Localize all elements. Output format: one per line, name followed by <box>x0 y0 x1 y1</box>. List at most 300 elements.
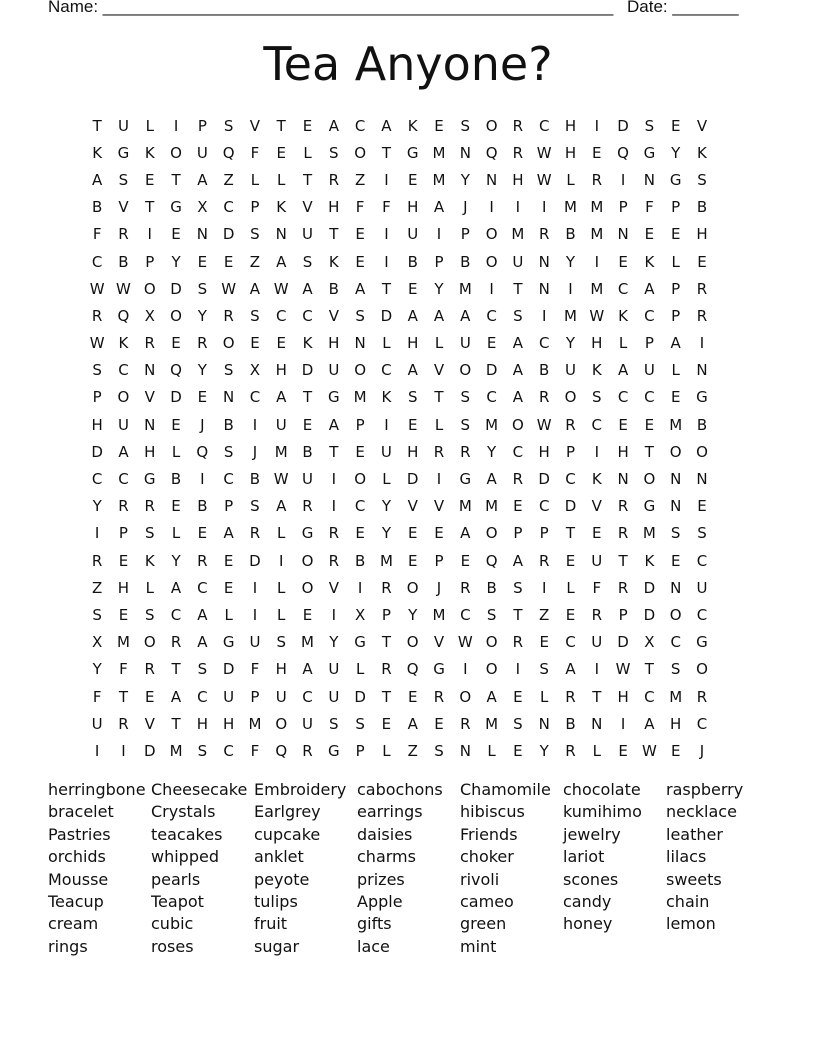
grid-cell: R <box>302 497 313 516</box>
grid-cell: X <box>354 605 366 624</box>
grid-cell: L <box>277 170 286 189</box>
grid-cell: A <box>381 116 392 135</box>
grid-cell: O <box>511 415 524 434</box>
word-item: kumihimo <box>563 802 642 822</box>
grid-cell: T <box>434 388 444 407</box>
grid-cell: E <box>618 252 628 271</box>
grid-cell: C <box>354 116 366 135</box>
grid-cell: Y <box>381 497 391 516</box>
grid-cell: E <box>407 524 418 543</box>
grid-cell: L <box>224 605 233 624</box>
grid-cell: K <box>302 334 313 353</box>
grid-cell: O <box>696 660 708 679</box>
grid-cell: P <box>92 388 102 407</box>
grid-cell: X <box>144 306 155 325</box>
grid-cell: L <box>145 578 154 597</box>
grid-cell: G <box>696 633 708 652</box>
grid-cell: C <box>118 361 129 380</box>
grid-cell: B <box>696 415 708 434</box>
grid-cell: U <box>328 361 340 380</box>
grid-cell: L <box>382 334 391 353</box>
grid-cell: M <box>669 415 683 434</box>
grid-cell: O <box>459 361 472 380</box>
grid-cell: S <box>329 714 339 733</box>
grid-cell: R <box>223 306 234 325</box>
grid-cell: B <box>696 198 708 217</box>
grid-cell: O <box>301 551 314 570</box>
grid-cell: L <box>382 741 391 760</box>
grid-row <box>84 465 715 492</box>
grid-cell: V <box>591 497 602 516</box>
grid-cell: M <box>590 279 604 298</box>
word-item: teacakes <box>151 824 223 844</box>
grid-row <box>84 248 715 275</box>
grid-cell: K <box>618 306 628 325</box>
word-item: charms <box>357 847 416 867</box>
grid-cell: I <box>436 470 442 489</box>
grid-cell: R <box>197 551 208 570</box>
word-item: roses <box>151 936 194 956</box>
grid-cell: I <box>331 497 337 516</box>
grid-cell: D <box>564 497 577 516</box>
grid-cell: G <box>301 524 314 543</box>
grid-cell: R <box>617 497 629 516</box>
grid-cell: G <box>669 170 682 189</box>
grid-cell: A <box>223 524 234 543</box>
word-item: pearls <box>151 869 201 889</box>
grid-cell: Y <box>171 551 181 570</box>
grid-cell: X <box>644 633 655 652</box>
grid-cell: H <box>564 116 577 135</box>
grid-cell: H <box>564 143 577 162</box>
word-item: Pastries <box>48 824 111 844</box>
grid-cell: S <box>592 388 602 407</box>
grid-cell: U <box>302 225 314 244</box>
grid-cell: O <box>406 633 419 652</box>
grid-cell: A <box>407 306 418 325</box>
grid-cell: C <box>538 497 550 516</box>
grid-cell: G <box>433 660 445 679</box>
grid-cell: N <box>696 361 708 380</box>
grid-cell: N <box>643 170 655 189</box>
grid-cell: S <box>223 361 234 380</box>
grid-cell: B <box>460 252 471 271</box>
grid-cell: C <box>617 279 629 298</box>
grid-cell: H <box>328 198 340 217</box>
grid-cell: L <box>566 578 575 597</box>
word-item: peyote <box>254 869 310 889</box>
grid-cell: N <box>196 225 208 244</box>
grid-cell: I <box>279 551 284 570</box>
grid-cell: P <box>145 252 155 271</box>
grid-cell: S <box>223 116 234 135</box>
grid-row <box>84 629 715 656</box>
grid-cell: E <box>355 252 365 271</box>
grid-cell: R <box>328 524 340 543</box>
grid-cell: L <box>618 334 628 353</box>
grid-cell: M <box>511 225 525 244</box>
grid-cell: C <box>644 388 655 407</box>
grid-cell: T <box>276 116 286 135</box>
grid-cell: N <box>617 225 629 244</box>
grid-cell: S <box>644 116 655 135</box>
grid-cell: W <box>589 306 605 325</box>
grid-cell: C <box>696 551 708 570</box>
grid-cell: Y <box>487 442 497 461</box>
grid-cell: B <box>197 497 208 516</box>
grid-cell: H <box>328 334 340 353</box>
grid-cell: M <box>485 714 499 733</box>
grid-cell: S <box>539 660 549 679</box>
grid-cell: E <box>618 741 628 760</box>
grid-cell: J <box>200 415 205 434</box>
grid-cell: I <box>384 170 389 189</box>
grid-cell: C <box>223 198 234 217</box>
grid-cell: S <box>144 524 155 543</box>
grid-cell: Z <box>223 170 234 189</box>
grid-cell: Y <box>671 143 681 162</box>
grid-row <box>84 411 715 438</box>
grid-row <box>84 493 715 520</box>
grid-row <box>84 574 715 601</box>
word-item: bracelet <box>48 802 114 822</box>
grid-cell: R <box>249 524 261 543</box>
grid-cell: R <box>91 306 103 325</box>
grid-cell: M <box>432 170 446 189</box>
grid-cell: H <box>617 687 629 706</box>
grid-cell: A <box>354 279 366 298</box>
grid-cell: D <box>617 633 629 652</box>
word-item: scones <box>563 869 619 889</box>
grid-cell: V <box>696 116 708 135</box>
grid-cell: T <box>302 388 313 407</box>
grid-cell: R <box>512 143 524 162</box>
page-title: Tea Anyone? <box>263 37 553 91</box>
grid-cell: G <box>459 470 472 489</box>
word-item: earrings <box>357 802 423 822</box>
grid-cell: A <box>170 687 182 706</box>
grid-row <box>84 275 715 302</box>
grid-cell: E <box>276 334 286 353</box>
grid-cell: C <box>302 687 313 706</box>
grid-cell: M <box>458 497 472 516</box>
word-item: rivoli <box>460 869 500 889</box>
grid-cell: R <box>696 687 708 706</box>
word-item: rings <box>48 936 88 956</box>
grid-row <box>84 112 715 139</box>
grid-cell: I <box>94 524 100 543</box>
grid-cell: I <box>121 741 126 760</box>
grid-cell: O <box>485 225 498 244</box>
grid-cell: H <box>407 442 419 461</box>
grid-cell: Q <box>617 143 629 162</box>
grid-cell: E <box>565 605 576 624</box>
grid-cell: P <box>618 198 628 217</box>
grid-cell: M <box>564 198 577 217</box>
word-item: cameo <box>460 891 514 911</box>
grid-row <box>84 683 715 710</box>
word-item: lariot <box>563 847 605 867</box>
grid-cell: W <box>536 143 552 162</box>
grid-cell: G <box>643 143 656 162</box>
grid-cell: E <box>644 415 655 434</box>
grid-cell: R <box>118 497 129 516</box>
grid-cell: T <box>92 116 102 135</box>
grid-cell: K <box>328 252 339 271</box>
grid-cell: R <box>118 225 129 244</box>
grid-cell: E <box>513 497 523 516</box>
grid-cell: A <box>512 551 524 570</box>
grid-cell: N <box>275 225 287 244</box>
grid-cell: R <box>512 116 524 135</box>
grid-cell: R <box>460 578 471 597</box>
grid-cell: B <box>223 415 234 434</box>
grid-cell: O <box>669 605 682 624</box>
grid-cell: E <box>644 225 655 244</box>
word-item: prizes <box>357 869 405 889</box>
word-item: cabochons <box>357 780 443 799</box>
grid-cell: A <box>460 306 471 325</box>
grid-cell: C <box>644 306 655 325</box>
grid-cell: J <box>463 198 468 217</box>
grid-cell: Z <box>249 252 261 271</box>
grid-row <box>84 330 715 357</box>
grid-cell: S <box>250 225 260 244</box>
grid-cell: G <box>354 633 366 652</box>
grid-cell: P <box>434 252 444 271</box>
grid-cell: P <box>671 279 681 298</box>
grid-cell: C <box>565 633 576 652</box>
grid-cell: G <box>328 741 340 760</box>
grid-cell: F <box>119 660 128 679</box>
grid-cell: L <box>592 741 601 760</box>
grid-cell: W <box>536 415 552 434</box>
grid-cell: D <box>380 306 393 325</box>
grid-cell: T <box>513 605 523 624</box>
grid-cell: R <box>433 442 445 461</box>
grid-cell: T <box>592 687 602 706</box>
grid-cell: A <box>302 279 313 298</box>
grid-cell: E <box>407 279 418 298</box>
grid-cell: N <box>223 388 235 407</box>
word-item: Friends <box>460 824 518 844</box>
grid-cell: T <box>565 524 576 543</box>
grid-cell: E <box>250 334 260 353</box>
word-item: choker <box>460 847 514 867</box>
grid-cell: D <box>617 116 629 135</box>
grid-cell: W <box>273 470 289 489</box>
word-item: Mousse <box>48 869 109 889</box>
grid-cell: P <box>539 524 549 543</box>
grid-cell: D <box>301 361 314 380</box>
grid-cell: S <box>513 714 523 733</box>
grid-cell: C <box>275 306 287 325</box>
grid-cell: P <box>355 741 365 760</box>
grid-cell: R <box>144 334 155 353</box>
grid-cell: T <box>329 225 339 244</box>
grid-cell: M <box>590 225 604 244</box>
grid-cell: B <box>354 551 366 570</box>
grid-cell: R <box>170 633 182 652</box>
grid-cell: E <box>171 225 181 244</box>
grid-cell: I <box>384 415 389 434</box>
grid-cell: F <box>250 660 260 679</box>
grid-cell: W <box>536 170 552 189</box>
grid-cell: U <box>328 687 340 706</box>
word-item: Embroidery <box>254 780 347 799</box>
grid-cell: O <box>275 714 288 733</box>
grid-cell: Q <box>406 660 419 679</box>
grid-cell: K <box>407 116 418 135</box>
word-item: Cheesecake <box>151 780 248 799</box>
word-item: lilacs <box>666 847 707 867</box>
grid-cell: E <box>223 578 234 597</box>
grid-cell: A <box>197 605 208 624</box>
grid-cell: V <box>433 361 445 380</box>
grid-cell: M <box>116 633 130 652</box>
grid-cell: E <box>565 551 576 570</box>
grid-cell: D <box>91 442 103 461</box>
grid-cell: F <box>355 198 365 217</box>
grid-cell: F <box>92 687 102 706</box>
grid-cell: D <box>538 470 550 489</box>
grid-cell: O <box>143 279 156 298</box>
grid-cell: F <box>250 741 260 760</box>
grid-cell: L <box>277 605 286 624</box>
grid-cell: S <box>250 497 260 516</box>
grid-cell: X <box>249 361 261 380</box>
grid-cell: C <box>486 388 497 407</box>
grid-cell: T <box>381 633 391 652</box>
grid-cell: S <box>670 660 681 679</box>
grid-cell: T <box>381 143 391 162</box>
grid-cell: S <box>329 143 339 162</box>
grid-cell: P <box>434 551 444 570</box>
grid-cell: L <box>171 524 181 543</box>
grid-cell: N <box>354 334 366 353</box>
grid-cell: J <box>252 442 258 461</box>
grid-cell: Z <box>407 741 418 760</box>
grid-cell: M <box>353 388 367 407</box>
grid-cell: M <box>458 279 472 298</box>
grid-cell: E <box>407 415 418 434</box>
grid-cell: A <box>644 714 655 733</box>
grid-cell: U <box>380 442 392 461</box>
grid-cell: K <box>644 551 655 570</box>
grid-cell: E <box>513 741 523 760</box>
grid-cell: I <box>594 116 599 135</box>
grid-cell: D <box>406 470 419 489</box>
grid-cell: S <box>144 605 155 624</box>
grid-cell: A <box>118 442 129 461</box>
grid-cell: H <box>275 660 287 679</box>
grid-cell: U <box>512 252 524 271</box>
grid-cell: I <box>541 198 547 217</box>
word-column <box>460 779 563 958</box>
grid-cell: C <box>91 252 103 271</box>
grid-cell: O <box>564 388 577 407</box>
grid-cell: N <box>144 361 156 380</box>
grid-cell: I <box>252 578 258 597</box>
grid-cell: L <box>355 660 365 679</box>
grid-cell: H <box>538 442 550 461</box>
grid-cell: H <box>591 334 603 353</box>
grid-cell: G <box>170 198 182 217</box>
grid-cell: Y <box>171 252 181 271</box>
grid-cell: N <box>485 170 498 189</box>
grid-cell: E <box>118 551 129 570</box>
grid-cell: A <box>328 116 339 135</box>
grid-cell: A <box>460 524 471 543</box>
grid-cell: Y <box>565 334 576 353</box>
grid-cell: U <box>643 361 655 380</box>
grid-cell: H <box>407 198 419 217</box>
grid-cell: A <box>197 633 208 652</box>
grid-cell: W <box>221 279 237 298</box>
grid-cell: Y <box>381 524 391 543</box>
grid-cell: I <box>568 279 573 298</box>
word-item: herringbone <box>48 780 146 799</box>
grid-cell: C <box>197 578 208 597</box>
grid-cell: C <box>223 741 234 760</box>
grid-cell: C <box>565 470 576 489</box>
grid-cell: H <box>670 714 682 733</box>
grid-cell: E <box>592 143 602 162</box>
grid-cell: H <box>91 415 103 434</box>
grid-cell: M <box>169 741 183 760</box>
grid-cell: Z <box>539 605 550 624</box>
grid-cell: C <box>538 334 550 353</box>
grid-cell: A <box>302 660 313 679</box>
grid-cell: V <box>144 388 155 407</box>
grid-cell: E <box>355 524 365 543</box>
grid-row <box>84 384 715 411</box>
grid-cell: B <box>486 578 497 597</box>
grid-cell: R <box>617 578 629 597</box>
grid-cell: M <box>669 687 683 706</box>
grid-cell: C <box>670 633 681 652</box>
word-item: gifts <box>357 914 392 934</box>
grid-cell: C <box>512 442 524 461</box>
grid-cell: G <box>328 388 340 407</box>
grid-cell: K <box>591 361 602 380</box>
grid-cell: O <box>170 306 182 325</box>
grid-cell: P <box>224 497 234 516</box>
grid-cell: I <box>541 578 547 597</box>
grid-cell: A <box>249 279 261 298</box>
grid-cell: F <box>382 198 391 217</box>
grid-cell: Q <box>117 306 130 325</box>
grid-row <box>84 139 715 166</box>
grid-cell: N <box>538 279 550 298</box>
grid-cell: L <box>277 524 286 543</box>
grid-cell: A <box>565 660 576 679</box>
word-item: candy <box>563 891 612 911</box>
grid-cell: Y <box>197 361 207 380</box>
grid-cell: Q <box>196 442 209 461</box>
grid-cell: E <box>434 116 444 135</box>
word-item: chocolate <box>563 780 641 799</box>
grid-cell: A <box>512 388 524 407</box>
grid-cell: B <box>407 252 418 271</box>
grid-cell: E <box>145 687 155 706</box>
grid-cell: U <box>117 415 129 434</box>
grid-cell: J <box>436 578 442 597</box>
word-column <box>48 779 151 958</box>
word-item: Chamomile <box>460 780 551 799</box>
grid-cell: C <box>460 605 471 624</box>
grid-cell: O <box>669 442 682 461</box>
